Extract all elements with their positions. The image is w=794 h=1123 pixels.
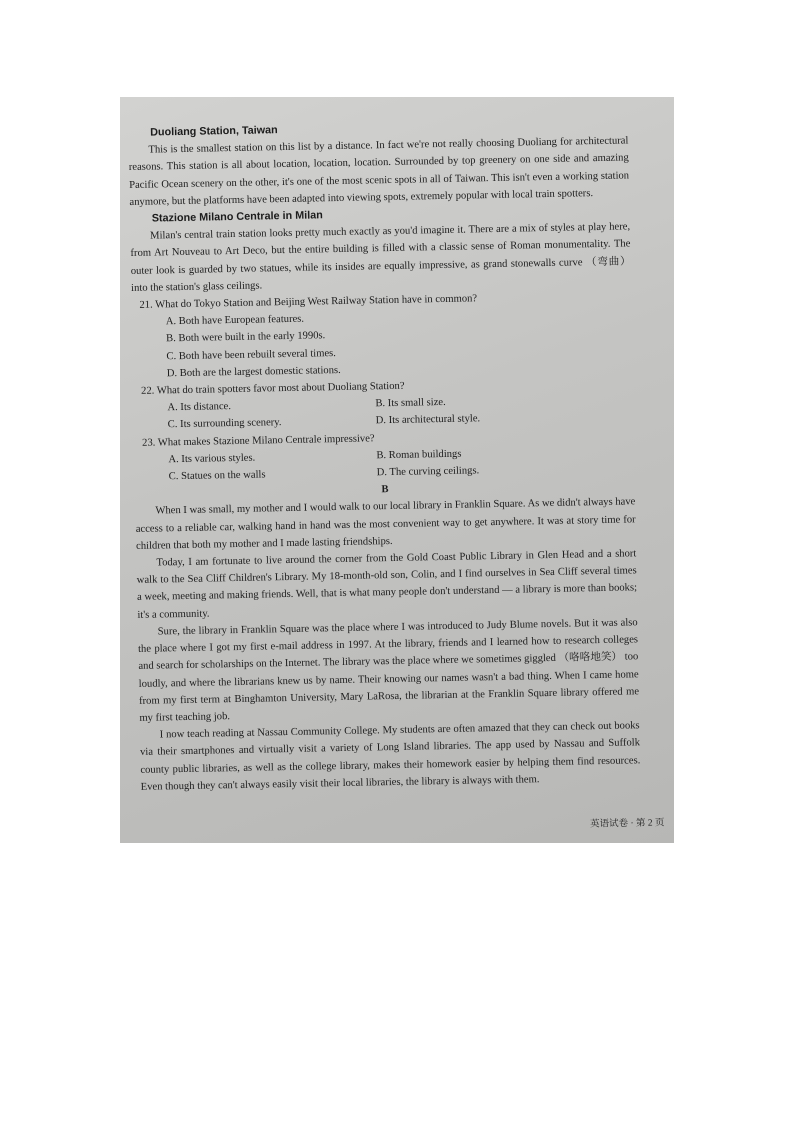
- section-b-label: B: [381, 484, 389, 496]
- paragraph: Today, I am fortunate to live around the corner from the Gold Coast Public Library in Glen Head and a short walk to the Sea Cliff Children's Library. My 18-month-old son, Colin, and I find ourselves in Sea Cliff several times a week, meeting and making friends. Well, that is what many people don't understand — a library is more than books; it's a community.: [136, 548, 638, 621]
- option: B. Both were built in the early 1990s.: [166, 330, 326, 345]
- option: A. Both have European features.: [165, 313, 305, 328]
- question-stem: 23. What makes Stazione Milano Centrale impressive?: [142, 432, 375, 449]
- paragraph: Sure, the library in Franklin Square was the place where I was introduced to Judy Blume novels. But it was also the place where I got my first e-mail address in 1997. At the library, friends and I learned how to research colleges and search for scholarships on the Internet. The library was the place where we sometimes giggled （咯咯地笑） too loudly, and where the librarians knew us by name. Their knowing our names wasn't a bad thing. When I came home from my first term at Binghamton University, Mary LaRosa, the librarian at the Franklin Square library offered me my first teaching job.: [137, 617, 640, 724]
- option: A. Its various styles.: [168, 452, 256, 466]
- option: D. Its architectural style.: [375, 413, 481, 427]
- paragraph: When I was small, my mother and I would walk to our local library in Franklin Square. As we didn't always have access to a reliable car, walking hand in hand was the most convenient way to get anywhere. It was at story time for children that both my mother and I made lasting friendships.: [135, 496, 636, 552]
- section-heading: Duoliang Station, Taiwan: [150, 124, 278, 139]
- paragraph: This is the smallest station on this list by a distance. In fact we're not really choosing Duoliang for architectural reasons. This station is all about location, location, location. Surrounded by top greenery on one side and amazing Pacific Ocean scenery on the other, it's one of the most scenic spots in all of Taiwan. This isn't even a working station anymore, but the platforms have been adapted into viewing spots, extremely popular with local train spotters.: [128, 135, 630, 208]
- question-options: [132, 305, 633, 383]
- option: D. The curving ceilings.: [376, 465, 480, 479]
- exam-paper: [128, 115, 641, 795]
- option: C. Its surrounding scenery.: [167, 417, 282, 431]
- option: B. Roman buildings: [376, 448, 462, 462]
- option: D. Both are the largest domestic stations.: [166, 364, 341, 380]
- page-footer: 英语试卷 · 第 2 页: [589, 818, 665, 830]
- question-stem: 21. What do Tokyo Station and Beijing West Railway Station have in common?: [139, 293, 478, 311]
- photo-of-exam-page: [120, 97, 674, 843]
- question-stem: 22. What do train spotters favor most about Duoliang Station?: [141, 380, 405, 397]
- option: C. Statues on the walls: [168, 469, 266, 483]
- section-heading: Stazione Milano Centrale in Milan: [151, 209, 323, 225]
- option: C. Both have been rebuilt several times.: [166, 347, 336, 362]
- paragraph: Milan's central train station looks pretty much exactly as you'd imagine it. There are a mix of styles at play here, from Art Nouveau to Art Deco, but the entire building is filled with a classic sense of Roman monumentality. The outer look is guarded by two statues, while its insides are equally impressive, as grand stonewalls curve （弯曲） into the station's glass ceilings.: [130, 221, 631, 294]
- option: B. Its small size.: [375, 397, 446, 410]
- paragraph: I now teach reading at Nassau Community College. My students are often amazed that they can check out books via their smartphones and virtually visit a variety of Long Island libraries. The app used by Nassau and Suffolk county public libraries, as well as the college library, makes their homework easier by helping them find resources. Even though they can't always easily visit their local libraries, the library is always with them.: [139, 720, 641, 793]
- option: A. Its distance.: [167, 401, 232, 414]
